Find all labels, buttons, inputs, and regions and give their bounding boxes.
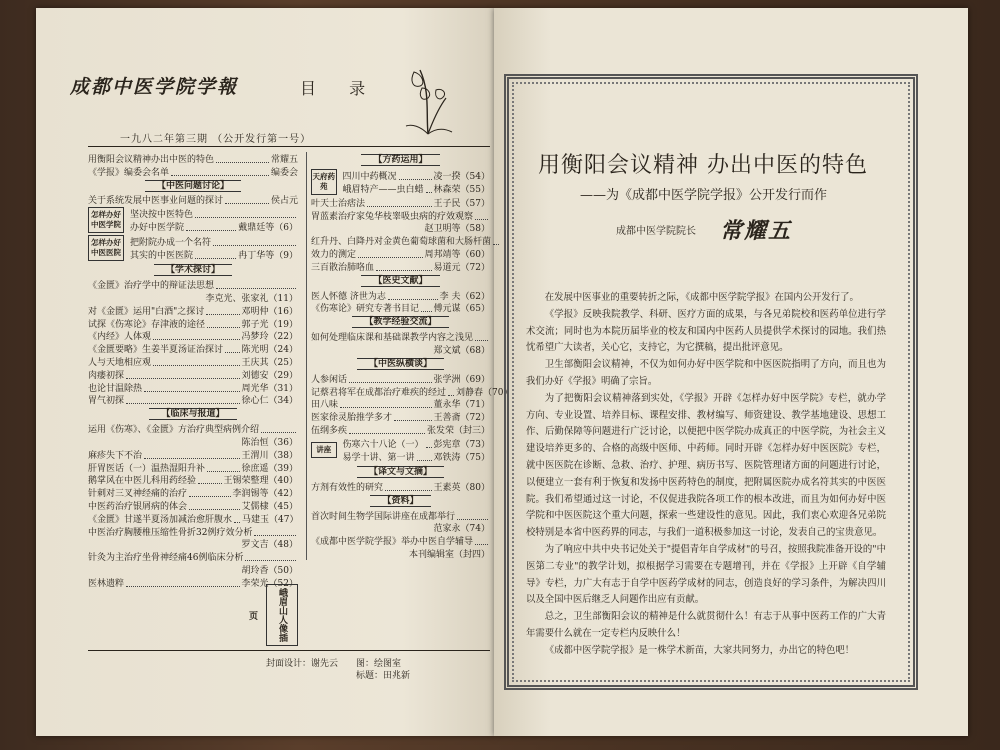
article-title: 用衡阳会议精神 办出中医的特色 xyxy=(538,153,868,178)
toc-entry-author: 周邦靖等（60） xyxy=(424,249,490,260)
article-subtitle: ——为《成都中医学院学报》公开发行而作 xyxy=(580,188,828,203)
toc-entry xyxy=(88,152,298,165)
toc-leader-dots xyxy=(367,206,432,207)
toc-entry-author: 王子民（57） xyxy=(433,198,490,209)
toc-entry xyxy=(88,448,298,461)
toc-entry-title: 医人怀德 济世为志 xyxy=(311,291,386,302)
toc-section-header xyxy=(311,465,490,479)
toc-entry-author: 戴鼎廷等（6） xyxy=(238,223,298,234)
toc-entry-title: 如何处理临床课和基础课教学内容之浅见 xyxy=(311,333,474,344)
toc-leader-dots xyxy=(186,230,236,231)
toc-entry-author: 徐庶遥（39） xyxy=(241,463,298,474)
toc-leader-dots xyxy=(475,340,488,341)
toc-leader-dots xyxy=(399,179,432,180)
toc-entry-author: 彭宪章（73） xyxy=(433,439,490,450)
toc-entry-title: 麻疹失下不治 xyxy=(88,450,143,461)
toc-leader-dots xyxy=(225,352,240,353)
article-paragraph: 在发展中医事业的重要转折之际，《成都中医学院学报》在国内公开发行了。 xyxy=(544,292,859,303)
toc-box-lines xyxy=(343,437,490,463)
article-paragraph: 《成都中医学院学报》是一株学术新苗，大家共同努力，办出它的特色吧！ xyxy=(544,644,855,656)
toc-entry-author: 王庆其（25） xyxy=(241,357,298,368)
toc-entry-title: 人与天地相应观 xyxy=(88,357,152,368)
toc-entry-author: 陈光明（24） xyxy=(241,345,298,356)
toc-leader-dots xyxy=(349,382,432,383)
toc-section-label: 【学术探讨】 xyxy=(154,264,232,276)
toc-author-line xyxy=(88,435,298,448)
journal-title: 成都中医学院学報 xyxy=(70,76,239,98)
toc-leader-dots xyxy=(448,395,454,396)
toc-leader-dots xyxy=(376,270,432,271)
article-paragraph: 为了把衡阳会议精神落到实处，《学报》开辟《怎样办好中医学院》专栏，就办学方向、专业设置、培养目标、课程安排、教材编写、师资建设、教学基地建设、思想工作、后勤保障等问题进行广泛讨论，以便把中医学院办成真正的中医学院，为社会主义建设培养更多的、合格的高级中医师、中药师。同时开辟《怎样办好中医医院》专栏，就中医医院在诊断、急救、治疗、护理、病历书写、医院管理诸方面的问题进行讨论，以便建立一套有利于恢复和发扬中医药特色的制度，把附属医院办成名符其实的中医医院。我们希望通过这一讨论，不仅促进我院各项工作的根本改进，而且为如何办好中医学院和中医医院这个重大问题，探索一些建设性的意见。因此，我们衷心欢迎各兄弟院校特别是本省中医药界的同志，与我们一道积极参加这一讨论，发表自己的宝贵意见。 xyxy=(526,392,886,539)
toc-leader-dots xyxy=(475,219,488,220)
toc-entry xyxy=(130,248,298,261)
toc-entry-author: 范家永（74） xyxy=(433,524,490,535)
toc-entry xyxy=(88,194,298,207)
toc-entry-author: 冉丁华等（9） xyxy=(238,251,298,262)
toc-entry-title: 人参闲话 xyxy=(311,374,348,385)
toc-column-box: 怎样办好中医学院 xyxy=(88,207,124,233)
toc-entry xyxy=(88,342,298,355)
toc-entry xyxy=(88,486,298,499)
toc-entry-title: 红升丹、白降丹对金黄色葡萄球菌和大肠杆菌 xyxy=(311,237,492,248)
toc-box-lines xyxy=(343,169,490,195)
toc-leader-dots xyxy=(234,522,240,523)
toc-entry-author: 林森荣（55） xyxy=(433,184,490,195)
toc-boxed-group xyxy=(88,206,298,234)
toc-leader-dots xyxy=(206,314,239,315)
toc-entry-author: 王善斋（72） xyxy=(433,413,490,424)
toc-section-label: 【中医问题讨论】 xyxy=(145,180,241,192)
toc-entry-title: 叶天士治痞法 xyxy=(311,198,366,209)
toc-entry-author: 郑文斌（68） xyxy=(433,345,490,356)
toc-entry xyxy=(88,381,298,394)
toc-entry xyxy=(88,165,298,178)
toc-leader-dots xyxy=(213,245,296,246)
toc-author-line xyxy=(311,547,490,560)
toc-entry-title: 《金匮》甘遂半夏汤加减治愈肝腹水 xyxy=(88,514,233,525)
toc-entry xyxy=(88,525,298,538)
toc-entry xyxy=(88,394,298,407)
toc-entry-author: 凌一揆（54） xyxy=(433,172,490,182)
toc-leader-dots xyxy=(216,162,269,163)
toc-leader-dots xyxy=(153,339,240,340)
toc-bottom-rule xyxy=(88,650,490,651)
toc-leader-dots xyxy=(426,192,432,193)
toc-entry-author: 王渭川（38） xyxy=(241,450,298,461)
toc-entry xyxy=(343,437,490,450)
toc-section-header xyxy=(311,274,490,288)
toc-entry xyxy=(311,509,490,522)
toc-entry-title: 首次时间生物学国际讲座在成都举行 xyxy=(311,511,456,522)
toc-entry xyxy=(88,317,298,330)
article-paragraph: 总之，卫生部衡阳会议的精神是什么就贯彻什么！有志于从事中医药工作的广大青年需要什么就在一定专栏内反映什么！ xyxy=(526,611,886,639)
toc-entry-title: 其实的中医医院 xyxy=(130,251,194,262)
toc-heading: 目 录 xyxy=(300,79,380,98)
toc-entry-title: 四川中药概况 xyxy=(342,172,397,182)
toc-entry xyxy=(311,302,490,315)
toc-leader-dots xyxy=(225,203,269,204)
toc-entry xyxy=(311,247,490,260)
toc-entry-title: 峨眉特产——虫白蜡 xyxy=(342,184,424,195)
toc-entry-title: 关于系统发展中医事业问题的探讨 xyxy=(88,196,224,207)
toc-author-line xyxy=(88,538,298,551)
credit-line: 封面设计：谢先云 图：绘图室 xyxy=(266,659,402,669)
toc-entry-author: 李荣光（52） xyxy=(241,578,298,589)
toc-section-header xyxy=(311,357,490,371)
toc-entry-author: 赵卫明等（58） xyxy=(424,224,490,235)
toc-section-header xyxy=(88,407,298,421)
toc-leader-dots xyxy=(144,458,240,459)
toc-entry-author: 李润锡等（42） xyxy=(232,489,298,500)
toc-leader-dots xyxy=(340,407,432,408)
toc-leader-dots xyxy=(189,496,231,497)
article-paragraph: 卫生部衡阳会议精神，不仅为如何办好中医学院和中医医院指明了方向，而且也为我们办好《学报》明确了宗旨。 xyxy=(526,359,886,387)
toc-entry xyxy=(311,480,490,493)
toc-entry-author: 王素英（80） xyxy=(433,482,490,493)
toc-boxed-group xyxy=(311,436,490,464)
toc-entry xyxy=(311,534,490,547)
toc-author-line xyxy=(311,522,490,535)
toc-leader-dots xyxy=(457,519,488,520)
toc-entry xyxy=(130,236,298,249)
toc-entry xyxy=(311,260,490,273)
toc-section-label: 【教学经验交流】 xyxy=(352,316,448,328)
toc-entry-author: 董永华（71） xyxy=(433,400,490,411)
toc-entry-author: 邓明仲（16） xyxy=(241,306,298,317)
toc-entry xyxy=(88,355,298,368)
toc-section-header xyxy=(311,494,490,508)
toc-top-rule xyxy=(88,146,490,147)
toc-leader-dots xyxy=(198,483,222,484)
article-body xyxy=(526,290,886,660)
toc-section-label: 【医史文献】 xyxy=(361,275,439,287)
toc-entry-title: 鹅掌风在中医儿科用药经验 xyxy=(88,476,197,487)
toc-entry xyxy=(311,423,490,436)
toc-leader-dots xyxy=(126,403,240,404)
toc-entry-title: 胃蓝素治疗家兔华枝睾吸虫病的疗效观察 xyxy=(311,211,474,222)
toc-entry xyxy=(311,209,490,222)
toc-box-lines xyxy=(130,236,298,262)
toc-entry-author: 常耀五 xyxy=(270,154,298,165)
toc-leader-dots xyxy=(207,471,240,472)
toc-leader-dots xyxy=(126,378,240,379)
toc-entry xyxy=(88,474,298,487)
toc-leader-dots xyxy=(475,544,488,545)
toc-leader-dots xyxy=(245,560,296,561)
toc-entry-author: 刘静春（70） xyxy=(456,387,513,398)
toc-leader-dots xyxy=(254,535,296,536)
toc-entry xyxy=(88,550,298,563)
toc-leader-dots xyxy=(421,311,432,312)
toc-entry-title: 胃气初探 xyxy=(88,396,125,407)
toc-entry-author: 本刊编辑室（封四） xyxy=(408,549,490,560)
toc-entry-title: 三百散治肺咯血 xyxy=(311,262,375,273)
toc-entry-author: 陈治恒（36） xyxy=(241,437,298,448)
toc-section-label: 【方药运用】 xyxy=(361,154,439,166)
toc-entry-author: 张学洲（69） xyxy=(433,374,490,385)
toc-author-line xyxy=(88,291,298,304)
toc-entry-author: 马建玉（47） xyxy=(242,514,299,525)
toc-entry-author: 李克光、张家礼（11） xyxy=(205,293,298,304)
toc-entry xyxy=(88,330,298,343)
toc-section-label: 【译文与文摘】 xyxy=(357,466,444,478)
toc-boxed-group xyxy=(311,168,490,196)
article-paragraph: 《学报》反映我院教学、科研、医疗方面的成果，与各兄弟院校和医药单位进行学术交流；同时也为本院历届毕业的校友和国内中医药人员提供学术探讨的园地。我们热忱希望广大读者，关心它，支持它，为它撰稿，提出批评意见。 xyxy=(526,308,886,354)
toc-entry xyxy=(311,410,490,423)
toc-author-line xyxy=(88,563,298,576)
toc-entry-author: 周光华（31） xyxy=(241,383,298,394)
toc-entry-title: 田八味 xyxy=(311,400,339,411)
toc-leader-dots xyxy=(189,509,240,510)
toc-entry xyxy=(88,461,298,474)
toc-leader-dots xyxy=(207,327,240,328)
toc-entry-title: 中医药治疗银屑病的体会 xyxy=(88,501,188,512)
toc-entry xyxy=(130,208,298,221)
toc-entry-author: 易道元（72） xyxy=(433,262,490,273)
toc-entry xyxy=(311,289,490,302)
toc-entry-author: 刘德安（29） xyxy=(241,370,298,381)
toc-entry-author: 编委会 xyxy=(270,167,298,178)
toc-section-header xyxy=(311,153,490,167)
toc-entry-title: 试探《伤寒论》存津液的途径 xyxy=(88,319,206,330)
toc-entry-title: 用衡阳会议精神办出中医的特色 xyxy=(88,154,215,165)
toc-leader-dots xyxy=(388,299,438,300)
toc-entry-author: 艾儒棣（45） xyxy=(241,501,298,512)
credits xyxy=(266,658,486,682)
toc-entry-title: 肝胃医话（一）温热湿阳升补 xyxy=(88,463,206,474)
toc-entry-title: 对《金匮》运用"白酒"之探讨 xyxy=(88,306,205,317)
toc-entry-title: 医家徐灵胎推学多才 xyxy=(311,413,393,424)
toc-leader-dots xyxy=(349,433,425,434)
toc-entry-title: 《金匮要略》生姜半夏汤证治探讨 xyxy=(88,345,224,356)
toc-entry-title: 坚决按中医特色 xyxy=(130,210,194,221)
toc-section-label: 【临床与报道】 xyxy=(149,408,236,420)
toc-author-line xyxy=(311,343,490,356)
toc-entry-title: 把附院办成一个名符 xyxy=(130,238,212,249)
toc-leader-dots xyxy=(417,460,432,461)
toc-column-left xyxy=(88,152,298,589)
toc-author-line xyxy=(311,222,490,235)
toc-column-box: 天府药苑 xyxy=(311,169,337,195)
toc-leader-dots xyxy=(171,175,269,176)
author-role: 成都中医学院院长 xyxy=(616,226,696,237)
toc-leader-dots xyxy=(216,288,296,289)
toc-section-label: 【中医纵横谈】 xyxy=(357,358,444,370)
toc-leader-dots xyxy=(195,258,236,259)
toc-entry-author: 冯梦玲（22） xyxy=(241,332,298,343)
toc-entry-author: 王锡荣整理（40） xyxy=(223,476,298,487)
toc-entry xyxy=(311,234,490,247)
toc-entry xyxy=(88,422,298,435)
toc-leader-dots xyxy=(426,447,432,448)
toc-entry-author: 郭子光（19） xyxy=(241,319,298,330)
toc-entry-title: 《伤寒论》研究专著书目记 xyxy=(311,304,420,315)
toc-entry xyxy=(88,499,298,512)
toc-section-label: 【资料】 xyxy=(370,495,430,507)
toc-box-lines xyxy=(130,208,298,234)
toc-entry xyxy=(88,512,298,525)
toc-entry-title: 针灸为主治疗坐骨神经痛46例临床分析 xyxy=(88,553,244,564)
toc-entry-title: 《金匮》治疗学中的辩证法思想 xyxy=(88,281,215,292)
toc-section-header xyxy=(311,315,490,329)
toc-leader-dots xyxy=(126,586,240,587)
toc-entry xyxy=(343,169,490,182)
toc-entry-title: 记蔡君将军在成都治疗难疾的经过 xyxy=(311,387,447,398)
toc-entry-author: 李 夫（62） xyxy=(439,291,490,302)
toc-entry-title: 肉痿初探 xyxy=(88,370,125,381)
toc-entry-title: 也论甘温除热 xyxy=(88,383,143,394)
toc-leader-dots xyxy=(144,391,240,392)
article-paragraph: 为了响应中共中央书记处关于"提倡青年自学成材"的号召，按照我院准备开设的"中医第二专业"的教学计划，拟根据学习需要在专题增刊，并在《学报》上开辟《自学辅导》专栏，力广大有志于自学中医药学成材的同志，创造良好的学习条件，为解决四川以及全国中医后继乏人问题作出应有贡献。 xyxy=(526,543,886,606)
toc-entry xyxy=(311,330,490,343)
toc-entry xyxy=(311,385,513,398)
toc-column-box: 讲座 xyxy=(311,442,337,458)
toc-entry-title: 《成都中医学院学报》举办中医自学辅导 xyxy=(311,537,474,548)
toc-entry xyxy=(88,278,298,291)
toc-entry xyxy=(88,304,298,317)
toc-entry-title: 医林遗粹 xyxy=(88,578,125,589)
toc-section-header xyxy=(88,263,298,277)
toc-entry xyxy=(311,398,490,411)
toc-leader-dots xyxy=(358,257,423,258)
toc-entry xyxy=(343,182,490,195)
orchid-illustration-icon xyxy=(400,62,456,136)
toc-entry-title: 中医治疗胸腰椎压缩性骨折32例疗效分析 xyxy=(88,527,253,538)
toc-entry-title: 针刺对三叉神经痛的治疗 xyxy=(88,489,188,500)
insert-label-box: 峨眉山人像插页 xyxy=(266,584,298,646)
toc-entry-title: 方剂有效性的研究 xyxy=(311,482,384,493)
toc-entry-title: 《内经》人体观 xyxy=(88,332,152,343)
toc-entry xyxy=(130,220,298,233)
toc-entry xyxy=(311,372,490,385)
toc-leader-dots xyxy=(385,490,432,491)
toc-entry-author: 傅元谋（65） xyxy=(433,304,490,315)
toc-entry-author: 罗文吉（48） xyxy=(241,540,298,551)
toc-entry-title: 伍纲多疾 xyxy=(311,425,348,436)
toc-section-header xyxy=(88,179,298,193)
credit-line: 标题：田兆新 xyxy=(356,671,411,681)
toc-entry xyxy=(88,368,298,381)
toc-entry-author: 徐心仁（34） xyxy=(241,396,298,407)
toc-entry-author: 邓铁涛（75） xyxy=(433,452,490,463)
toc-entry-author: 侯占元 xyxy=(270,196,298,207)
toc-leader-dots xyxy=(394,420,432,421)
toc-entry-title: 办好中医学院 xyxy=(130,223,185,234)
toc-leader-dots xyxy=(153,365,240,366)
toc-entry-title: 易学十讲、第一讲 xyxy=(342,452,415,463)
issue-line: 一九八二年第三期 （公开发行第一号） xyxy=(120,134,312,145)
toc-entry xyxy=(311,196,490,209)
toc-leader-dots xyxy=(195,217,296,218)
toc-entry xyxy=(343,450,490,463)
toc-column-box: 怎样办好中医医院 xyxy=(88,235,124,261)
toc-entry-title: 运用《伤寒》、《金匮》方治疗典型病例介绍 xyxy=(88,425,260,436)
toc-entry-title: 伤寒六十八论（一） xyxy=(342,439,424,450)
toc-entry-title: 《学报》编委会名单 xyxy=(88,167,170,178)
toc-boxed-group xyxy=(88,234,298,262)
signature: 常耀五 xyxy=(720,218,793,244)
toc-entry-author: 张发荣（封三） xyxy=(426,425,490,436)
toc-column-right xyxy=(306,152,513,560)
toc-entry-author: 胡玲香（50） xyxy=(241,565,298,576)
toc-leader-dots xyxy=(261,432,296,433)
toc-leader-dots xyxy=(493,244,499,245)
toc-entry-title: 效力的测定 xyxy=(311,249,357,260)
